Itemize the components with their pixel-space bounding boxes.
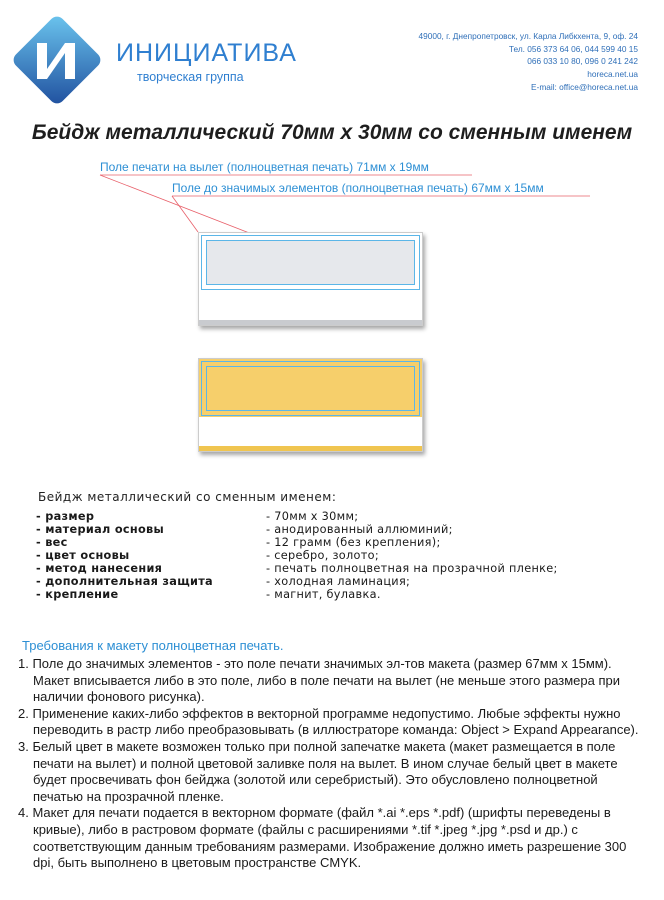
spec-value: - холодная ламинация; <box>266 575 411 588</box>
spec-value: - анодированный аллюминий; <box>266 523 453 536</box>
contact-phone-2: 066 033 10 80, 096 0 241 242 <box>527 56 638 67</box>
spec-key: - дополнительная защита <box>36 575 213 588</box>
contact-site: horeca.net.ua <box>587 69 638 80</box>
callout-bleed-area: Поле печати на вылет (полноцветная печать) 71мм х 19мм <box>100 160 429 174</box>
contact-email: E-mail: office@horeca.net.ua <box>531 81 638 92</box>
requirements-heading: Требования к макету полноцветная печать. <box>22 638 284 653</box>
brand-name: ИНИЦИАТИВА <box>116 39 297 67</box>
requirement-item: 2. Применение каких-либо эффектов в векторной программе недопустимо. Любые эффекты нужно переводить в растр либо преобразовывать (в иллюстраторе команда: Object > Expand Appearance). <box>18 705 639 738</box>
spec-value: - печать полноцветная на прозрачной пленке; <box>266 562 558 575</box>
requirement-item: 3. Белый цвет в макете возможен только при полной запечатке макета (макет размещается в поле печати на вылет) и полной цветовой заливке поля на вылет. В ином случае белый цвет в макете будет просвечивать фон бейджа (золотой или серебристый). Это обусловлено полноцветной печатью на прозрачной пленке. <box>18 738 618 804</box>
spec-key: - вес <box>36 536 68 549</box>
contact-phone-1: Тел. 056 373 64 06, 044 599 40 15 <box>508 43 638 54</box>
spec-key: - цвет основы <box>36 549 130 562</box>
page-title: Бейдж металлический 70мм х 30мм со сменным именем <box>31 121 633 144</box>
safe-area-guide <box>206 366 415 411</box>
badge-bottom-edge <box>199 446 422 451</box>
contact-address: 49000, г. Днепропетровск, ул. Карла Либкхента, 9, оф. 24 <box>418 31 638 41</box>
requirement-item: 1. Поле до значимых элементов - это поле печати значимых эл-тов макета (размер 67мм х 15мм). Макет вписывается либо в это поле, либо в поле печати на вылет (не меньше этого размера при наличии фонового рисунка). <box>18 656 621 705</box>
callout-safe-area: Поле до значимых элементов (полноцветная печать) 67мм х 15мм <box>172 181 544 195</box>
brand-subtitle: творческая группа <box>137 70 244 84</box>
specs-heading: Бейдж металлический со сменным именем: <box>38 490 337 504</box>
spec-key: - размер <box>36 510 95 523</box>
badge-bottom-edge <box>199 320 422 325</box>
spec-value: - 70мм х 30мм; <box>266 510 359 523</box>
requirement-item: 4. Макет для печати подается в векторном формате (файл *.ai *.eps *.pdf) (шрифты переведены в кривые), либо в растровом формате (файлы с расширениями *.tif *.jpeg *.jpg *.psd и др.) с соответствующим данным требованиям размерами. Изображение должно иметь разрешение 300 dpi, быть выполнено в цветовым пространстве CMYK. <box>18 805 627 871</box>
badge-gold-mockup <box>198 358 423 452</box>
badge-silver-mockup <box>198 232 423 326</box>
spec-value: - серебро, золото; <box>266 549 379 562</box>
spec-value: - 12 грамм (без крепления); <box>266 536 441 549</box>
spec-value: - магнит, булавка. <box>266 588 381 601</box>
spec-key: - метод нанесения <box>36 562 163 575</box>
requirements-list <box>18 656 646 872</box>
spec-key: - крепление <box>36 588 119 601</box>
safe-area-guide <box>206 240 415 285</box>
spec-key: - материал основы <box>36 523 165 536</box>
